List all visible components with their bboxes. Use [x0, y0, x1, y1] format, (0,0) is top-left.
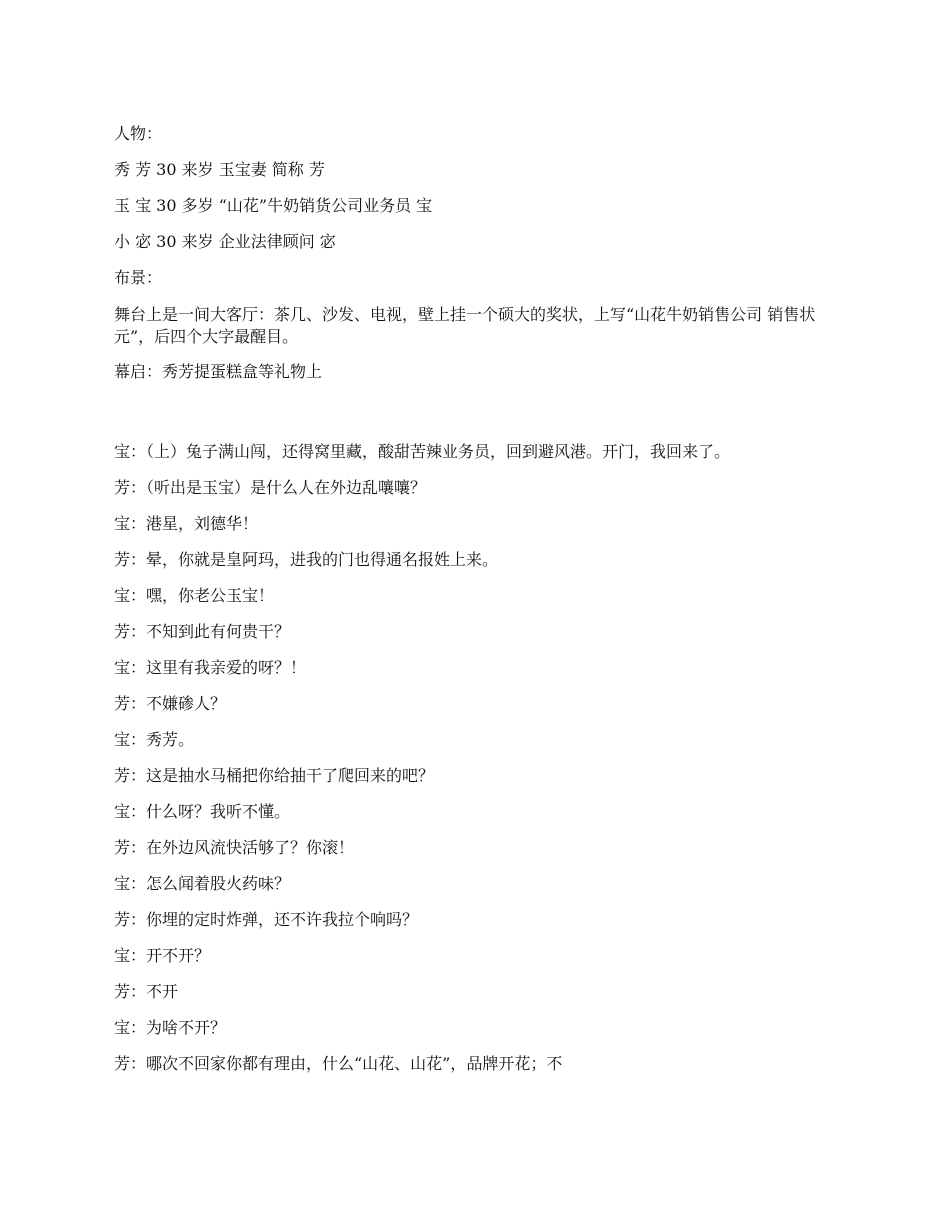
- script-body: [114, 124, 844, 1090]
- dialogue-line: 芳：不知到此有何贵干？: [114, 622, 291, 641]
- characters-heading: 人物：: [114, 124, 163, 143]
- setting-heading: 布景：: [114, 268, 163, 287]
- dialogue-line: 芳：你埋的定时炸弹，还不许我拉个响吗？: [114, 910, 419, 929]
- dialogue-line: 芳：（听出是玉宝）是什么人在外边乱嚷嚷？: [114, 478, 427, 497]
- dialogue-line: 宝：港星，刘德华！: [114, 514, 259, 533]
- dialogue-line: 芳：不开: [114, 982, 179, 1001]
- dialogue-line: 宝：开不开？: [114, 946, 211, 965]
- curtain-direction: 幕启：秀芳提蛋糕盒等礼物上: [114, 362, 323, 381]
- cast-line-xiufang: 秀 芳 30 来岁 玉宝妻 简称 芳: [114, 160, 325, 179]
- cast-line-yubao: 玉 宝 30 多岁 “山花”牛奶销货公司业务员 宝: [114, 196, 433, 215]
- dialogue-line: 宝：秀芳。: [114, 730, 195, 749]
- dialogue-line: 芳：这是抽水马桶把你给抽干了爬回来的吧？: [114, 766, 435, 785]
- dialogue-line: 芳：哪次不回家你都有理由，什么“山花、山花”，品牌开花；不: [114, 1054, 563, 1073]
- dialogue-line: 芳：在外边风流快活够了？你滚！: [114, 838, 355, 857]
- dialogue-line: 宝：什么呀？我听不懂。: [114, 802, 291, 821]
- dialogue-line: 宝：（上）兔子满山闯，还得窝里藏，酸甜苦辣业务员，回到避风港。开门，我回来了。: [114, 442, 731, 461]
- dialogue-line: 芳：不嫌碜人？: [114, 694, 227, 713]
- section-gap: [114, 398, 844, 442]
- dialogue-line: 宝：嘿，你老公玉宝！: [114, 586, 275, 605]
- cast-line-xiaomi: 小 宓 30 来岁 企业法律顾问 宓: [114, 232, 336, 251]
- dialogue-list: [114, 442, 844, 1074]
- dialogue-line: 宝：这里有我亲爱的呀？！: [114, 658, 307, 677]
- dialogue-line: 宝：为啥不开？: [114, 1018, 227, 1037]
- dialogue-line: 芳：晕，你就是皇阿玛，进我的门也得通名报姓上来。: [114, 550, 499, 569]
- dialogue-line: 宝：怎么闻着股火药味？: [114, 874, 291, 893]
- setting-description: 舞台上是一间大客厅：茶几、沙发、电视，壁上挂一个硕大的奖状，上写“山花牛奶销售公司 销售状元”，后四个大字最醒目。: [114, 305, 816, 346]
